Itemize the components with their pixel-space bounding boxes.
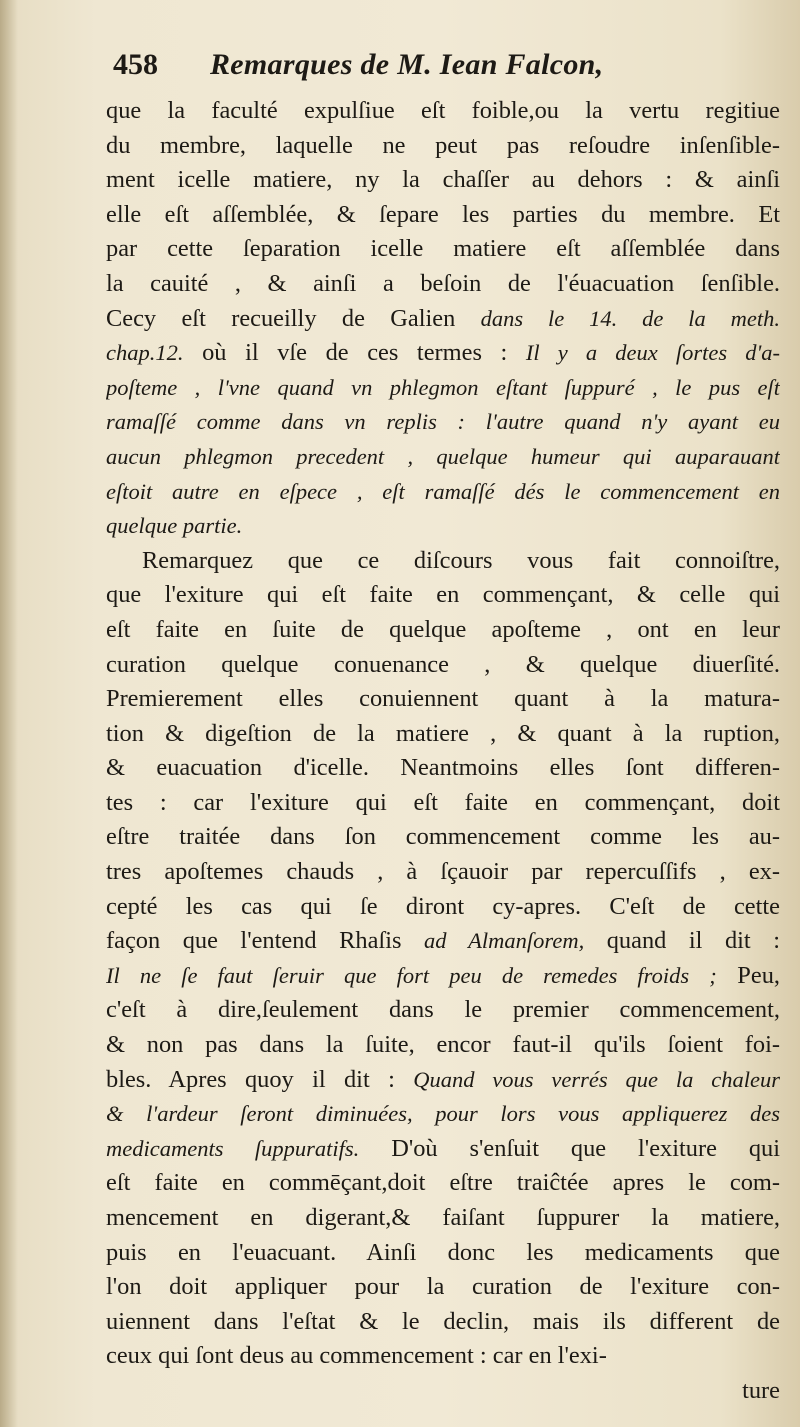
roman-text: & euacuation d'icelle. Neantmoins elles ſont differen- [106, 754, 780, 782]
italic-text: & l'ardeur ſeront diminuées, pour lors vous appliquerez des [106, 1101, 780, 1127]
text-line [106, 682, 780, 717]
roman-text: c'eſt à dire,ſeulement dans le premier commencement, [106, 996, 780, 1024]
text-line [106, 302, 780, 337]
text-line [106, 820, 780, 855]
roman-text: quand il dit : [584, 927, 780, 955]
text-line [106, 959, 780, 994]
roman-text: la cauité , & ainſi a beſoin de l'éuacuation ſenſible. [106, 269, 780, 297]
italic-text: poſteme , l'vne quand vn phlegmon eſtant ſuppuré , le pus eſt [106, 374, 780, 400]
text-line [106, 232, 780, 267]
text-line [106, 1305, 780, 1340]
text-line [106, 267, 780, 302]
italic-text: Quand vous verrés que la chaleur [413, 1066, 780, 1092]
roman-text: ment icelle matiere, ny la chaſſer au dehors : & ainſi [106, 166, 780, 194]
text-line [106, 578, 780, 613]
roman-text: ture [742, 1376, 780, 1404]
roman-text: elle eſt aſſemblée, & ſepare les parties du membre. Et [106, 200, 780, 228]
roman-text: tion & digeſtion de la matiere , & quant à la ruption, [106, 719, 780, 747]
roman-text: D'où s'enſuit que l'exiture qui [359, 1134, 780, 1162]
text-line [106, 751, 780, 786]
text-line [106, 1339, 780, 1374]
text-line [106, 924, 780, 959]
text-line [106, 1028, 780, 1063]
roman-text: façon que l'entend Rhaſis [106, 927, 425, 955]
text-line [106, 129, 780, 164]
text-line [106, 440, 780, 475]
text-line [106, 786, 780, 821]
text-line [106, 405, 780, 440]
roman-text: tres apoſtemes chauds , à ſçauoir par repercuſſifs , ex- [106, 858, 780, 886]
text-line [106, 993, 780, 1028]
text-line [106, 371, 780, 406]
italic-text: Il ne ſe faut ſeruir que fort peu de remedes froids ; [106, 962, 717, 988]
text-line [106, 648, 780, 683]
roman-text: curation quelque conuenance , & quelque diuerſité. [106, 650, 780, 678]
page-number: 458 [113, 48, 158, 81]
roman-text: & non pas dans la ſuite, encor faut-il qu'ils ſoient foi- [106, 1031, 780, 1059]
text-line [106, 613, 780, 648]
roman-text: eſt faite en commēçant,doit eſtre traiĉtée apres le com- [106, 1169, 780, 1197]
text-line [106, 1132, 780, 1167]
text-line [106, 717, 780, 752]
roman-text: par cette ſeparation icelle matiere eſt aſſemblée dans [106, 235, 780, 263]
roman-text: Premierement elles conuiennent quant à la matura- [106, 685, 780, 713]
text-line [106, 1097, 780, 1132]
text-line [106, 198, 780, 233]
roman-text: Remarquez que ce diſcours vous fait connoiſtre, [142, 546, 780, 574]
text-line [106, 1374, 780, 1409]
text-line [106, 1270, 780, 1305]
text-line [106, 94, 780, 129]
text-line [106, 1201, 780, 1236]
roman-text: bles. Apres quoy il dit : [106, 1065, 414, 1093]
roman-text: uiennent dans l'eſtat & le declin, mais ils different de [106, 1307, 780, 1335]
text-line [106, 1236, 780, 1271]
text-line [106, 1166, 780, 1201]
roman-text: tes : car l'exiture qui eſt faite en commençant, doit [106, 788, 780, 816]
text-line [106, 1063, 780, 1098]
running-title: Remarques de M. Iean Falcon, [210, 48, 604, 81]
roman-text: du membre, laquelle ne peut pas reſoudre inſenſible- [106, 131, 780, 159]
italic-text: medicaments ſuppuratifs. [106, 1135, 360, 1161]
italic-text: Il y a deux ſortes d'a- [525, 340, 780, 366]
text-line [106, 544, 780, 579]
text-line [106, 890, 780, 925]
roman-text: ceux qui ſont deus au commencement : car en l'exi- [106, 1342, 607, 1370]
page-fold-shadow [0, 0, 18, 1427]
italic-text: eſtoit autre en eſpece , eſt ramaſſé dés le commencement en [106, 478, 780, 504]
roman-text: l'on doit appliquer pour la curation de l'exiture con- [106, 1273, 780, 1301]
text-line [106, 475, 780, 510]
roman-text: puis en l'euacuant. Ainſi donc les medicaments que [106, 1238, 780, 1266]
text-line [106, 163, 780, 198]
roman-text: mencement en digerant,& faiſant ſuppurer la matiere, [106, 1204, 780, 1231]
roman-text: que la faculté expulſiue eſt foible,ou la vertu regitiue [106, 97, 780, 124]
roman-text: eſt faite en ſuite de quelque apoſteme , ont en leur [106, 615, 780, 643]
italic-text: chap.12. [106, 340, 184, 366]
page-header [113, 48, 785, 92]
italic-text: ad Almanſorem, [424, 928, 585, 954]
roman-text: cepté les cas qui ſe diront cy-apres. C'eſt de cette [106, 892, 780, 920]
italic-text: aucun phlegmon precedent , quelque humeur qui auparauant [106, 443, 780, 469]
text-line [106, 855, 780, 890]
roman-text: où il vſe de ces termes : [183, 339, 526, 367]
roman-text: que l'exiture qui eſt faite en commençant, & celle qui [106, 581, 780, 609]
text-line [106, 336, 780, 371]
italic-text: quelque partie. [106, 513, 243, 539]
italic-text: ramaſſé comme dans vn replis : l'autre quand n'y ayant eu [106, 409, 780, 435]
text-line [106, 509, 780, 544]
roman-text: Peu, [716, 961, 780, 989]
roman-text: eſtre traitée dans ſon commencement comme les au- [106, 823, 780, 851]
body-text [106, 94, 780, 1409]
roman-text: Cecy eſt recueilly de Galien [106, 304, 481, 332]
italic-text: dans le 14. de la meth. [480, 305, 780, 331]
